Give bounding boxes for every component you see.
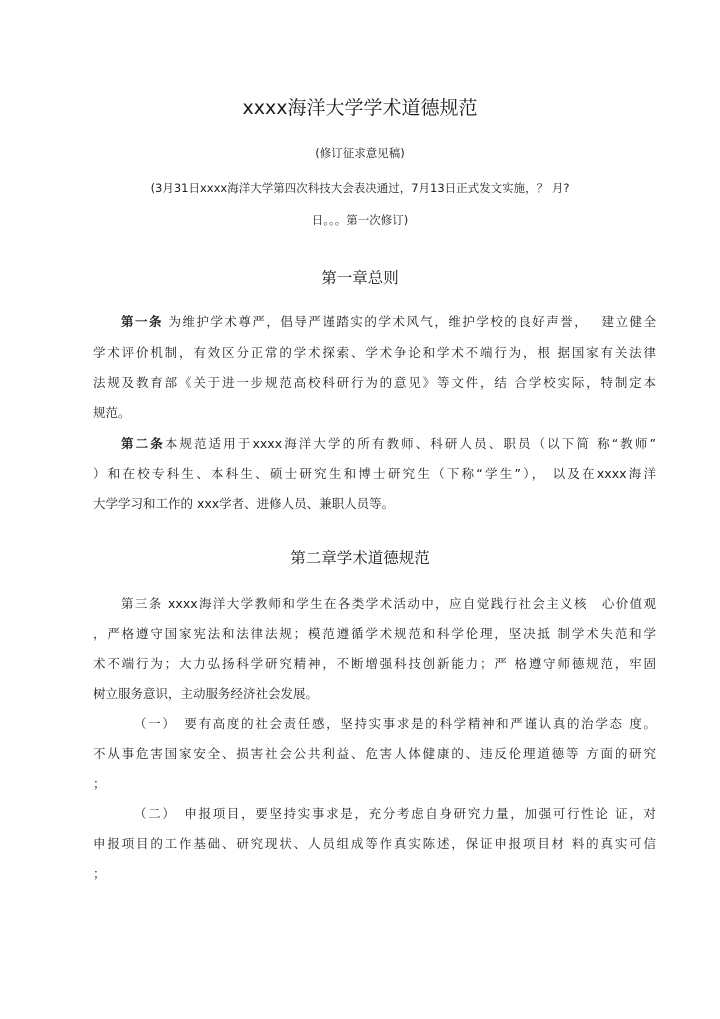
article-3-line-4: 树立服务意识，主动服务经济社会发展。: [93, 686, 319, 701]
document-subtitle: (修订征求意见稿): [315, 146, 405, 160]
article-3-line-2: ，严格遵守国家宪法和法律法规；模范遵循学术规范和科学伦理，坚决抵 制学术失范和学: [93, 626, 656, 641]
article-3-line-3: 术不端行为；大力弘扬科学研究精神，不断增强科技创新能力；严 格遵守师德规范，牢固: [93, 656, 656, 671]
article-3-line-1: 第三条 xxxx海洋大学教师和学生在各类学术活动中，应自觉践行社会主义核 心价值观: [121, 596, 656, 611]
item-1-line-2: 不从事危害国家安全、损害社会公共利益、危害人体健康的、违反伦理道德等 方面的研究: [93, 746, 656, 761]
article-2-label: 第二条: [121, 436, 165, 451]
article-1-line-3: 法规及教育部《关于进一步规范高校科研行为的意见》等文件，结 合学校实际，特制定本: [93, 375, 656, 390]
item-1-line-3: ；: [93, 776, 106, 791]
article-1-line-4: 规范。: [93, 405, 131, 420]
article-2-line-2: ）和在校专科生、本科生、硕士研究生和博士研究生（下称“学生”）， 以及在xxxx海洋: [93, 466, 656, 481]
article-1-text: 为维护学术尊严，倡导严谨踏实的学术风气，维护学校的良好声誉， 建立健全: [162, 314, 656, 329]
revision-note-line-2: 日。。。第一次修订): [311, 213, 409, 227]
item-2-line-2: 申报项目的工作基础、研究现状、人员组成等作真实陈述，保证申报项目材 料的真实可信: [93, 836, 656, 851]
chapter-1-heading: 第一章总则: [321, 269, 399, 287]
item-1-line-1: （一） 要有高度的社会责任感，坚持实事求是的科学精神和严谨认真的治学态 度。: [134, 716, 656, 731]
chapter-2-heading: 第二章学术道德规范: [290, 549, 430, 567]
article-1-line-2: 学术评价机制，有效区分正常的学术探索、学术争论和学术不端行为，根 据国家有关法律: [93, 345, 656, 360]
article-2-line-1: [121, 436, 656, 452]
article-2-line-3: 大学学习和工作的 xxx学者、进修人员、兼职人员等。: [93, 496, 395, 511]
article-1-line-1: [121, 314, 656, 330]
revision-note-line-1: (3月31日xxxx海洋大学第四次科技大会表决通过，7月13日正式发文实施，？ 月?: [150, 181, 570, 195]
item-2-line-1: （二） 申报项目，要坚持实事求是，充分考虑自身研究力量，加强可行性论 证，对: [134, 806, 656, 821]
document-title: xxxx海洋大学学术道德规范: [242, 97, 478, 119]
article-1-label: 第一条: [121, 314, 163, 329]
article-2-text: 本规范适用于xxxx海洋大学的所有教师、科研人员、职员（以下简 称“教师”: [164, 436, 656, 451]
item-2-line-3: ；: [93, 866, 106, 881]
